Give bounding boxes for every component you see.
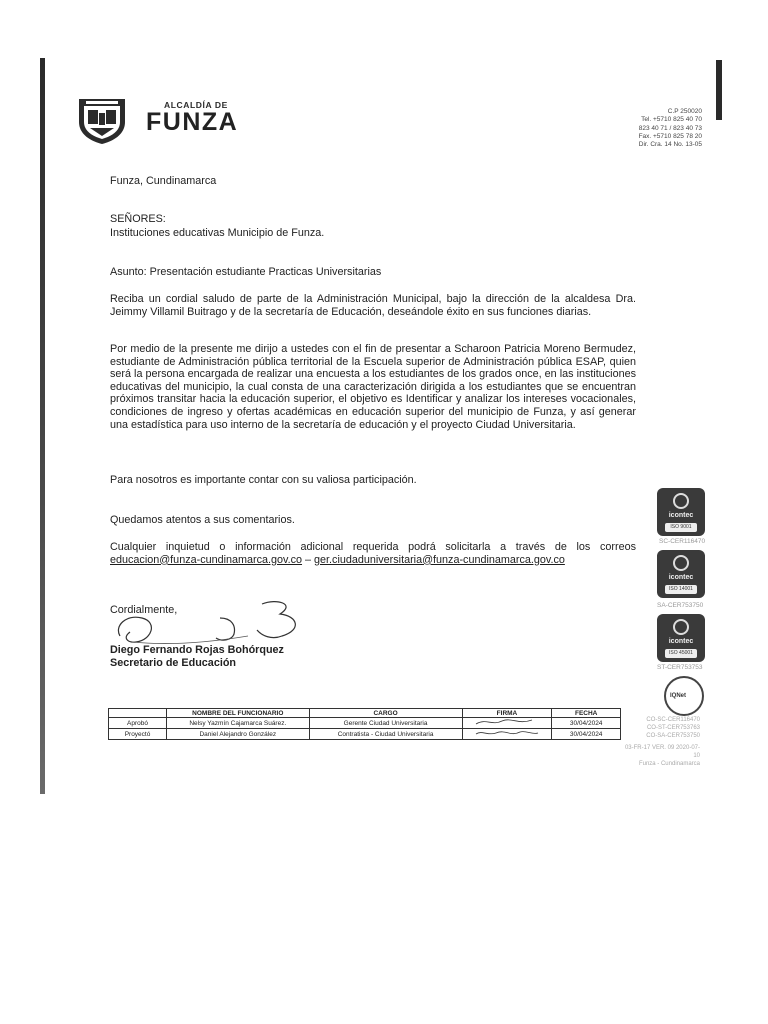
signer-name: Diego Fernando Rojas Bohórquez bbox=[110, 644, 284, 656]
footer-codes bbox=[620, 716, 700, 768]
row-name: Daniel Alejandro González bbox=[167, 729, 310, 740]
paragraph-presentation: Por medio de la presente me dirijo a ustedes con el fin de presentar a Scharoon Patricia Moreno Bermudez, estudiante de Administración pública territorial de la Escuela superior de Administración pública ESAP, quien será la persona encargada de realizar una encuesta a los estudiantes de los grados once, en las instituciones educativas del municipio, la cual consta de una caracterización dirigida a los estudiantes que se encuentran próximos transitar hacia la educación superior, el objetivo es Identificar y analizar los intereses vocacionales, condiciones de ingreso y ofertas académicas en educación superior del municipio de Funza, y así generar una estadística para uso interno de la secretaría de educación y el proyecto Ciudad Universitaria. bbox=[110, 343, 636, 431]
phone-line: Tel. +5710 825 40 70 bbox=[641, 116, 702, 124]
address-line: Dir. Cra. 14 No. 13-05 bbox=[638, 141, 702, 149]
recipient-title: SEÑORES: bbox=[110, 213, 166, 225]
certification-code: SC-CER116470 bbox=[659, 538, 706, 545]
scan-edge-right bbox=[716, 60, 722, 120]
certification-standard: ISO 45001 bbox=[665, 649, 697, 658]
contact-info bbox=[590, 108, 702, 149]
signer-title: Secretario de Educación bbox=[110, 657, 237, 669]
footer-code: Funza - Cundinamarca bbox=[638, 761, 700, 767]
postal-code: C.P 250020 bbox=[667, 108, 702, 115]
table-header-date: FECHA bbox=[552, 709, 621, 718]
row-role: Gerente Ciudad Universitaria bbox=[309, 718, 462, 729]
row-name: Nelsy Yazmín Cajamarca Suárez. bbox=[167, 718, 310, 729]
certification-badge-iso14001 bbox=[657, 550, 705, 598]
scan-edge-left bbox=[40, 58, 45, 794]
fax-line: Fax. +5710 825 78 20 bbox=[638, 132, 702, 140]
email-link-education[interactable]: educacion@funza-cundinamarca.gov.co bbox=[110, 553, 303, 566]
iqnet-seal-icon bbox=[664, 676, 704, 716]
footer-code: CO-SA-CER753750 bbox=[646, 733, 700, 739]
email-separator: – bbox=[305, 553, 312, 566]
certification-brand: icontec bbox=[668, 574, 694, 581]
row-date: 30/04/2024 bbox=[552, 729, 621, 740]
row-signature bbox=[462, 729, 552, 740]
certification-badge-iso45001 bbox=[657, 614, 705, 662]
municipality-logo bbox=[76, 96, 276, 146]
certification-brand: icontec bbox=[668, 638, 694, 645]
email-link-ciudad-universitaria[interactable]: ger.ciudaduniversitaria@funza-cundinamarca.gov.co bbox=[314, 553, 565, 566]
certification-brand: icontec bbox=[668, 512, 694, 519]
paragraph-participation: Para nosotros es importante contar con su valiosa participación. bbox=[110, 474, 417, 486]
row-role: Contratista - Ciudad Universitaria bbox=[309, 729, 462, 740]
coat-of-arms-icon bbox=[76, 96, 128, 146]
recipient: Instituciones educativas Municipio de Funza. bbox=[110, 227, 325, 239]
certification-standard: ISO 9001 bbox=[665, 523, 697, 532]
table-row bbox=[109, 718, 621, 729]
row-date: 30/04/2024 bbox=[552, 718, 621, 729]
closing: Cordialmente, bbox=[110, 604, 178, 616]
certification-badge-iso9001 bbox=[657, 488, 705, 536]
table-header-row bbox=[109, 709, 621, 718]
certification-logo-icon bbox=[673, 555, 689, 571]
phone-line-extra: 823 40 71 / 823 40 73 bbox=[638, 124, 702, 132]
brand-title: FUNZA bbox=[146, 108, 239, 136]
table-header-signature: FIRMA bbox=[462, 709, 552, 718]
author-signature bbox=[472, 729, 542, 737]
iqnet-label: IQNet bbox=[670, 693, 687, 699]
letter-place: Funza, Cundinamarca bbox=[110, 175, 217, 187]
approval-signature bbox=[472, 718, 542, 726]
contact-intro: Cualquier inquietud o información adicional requerida podrá solicitarla a través de los correos bbox=[110, 541, 636, 553]
footer-code: CO-ST-CER753763 bbox=[646, 725, 700, 731]
footer-code: CO-SC-CER116470 bbox=[646, 717, 700, 723]
certification-code: SA-CER753750 bbox=[657, 602, 704, 609]
table-header-role: CARGO bbox=[309, 709, 462, 718]
paragraph-contact bbox=[110, 541, 636, 566]
subject-line: Asunto: Presentación estudiante Practicas Universitarias bbox=[110, 266, 382, 278]
table-header-name: NOMBRE DEL FUNCIONARIO bbox=[167, 709, 310, 718]
approvals-table bbox=[108, 708, 621, 740]
row-action: Proyectó bbox=[109, 729, 167, 740]
certification-logo-icon bbox=[673, 619, 689, 635]
table-row bbox=[109, 729, 621, 740]
certification-logo-icon bbox=[673, 493, 689, 509]
footer-code: 03-FR-17 VER. 09 2020-07-10 bbox=[624, 745, 700, 759]
row-action: Aprobó bbox=[109, 718, 167, 729]
paragraph-comments: Quedamos atentos a sus comentarios. bbox=[110, 514, 295, 526]
certification-standard: ISO 14001 bbox=[665, 585, 697, 594]
brand-subtitle: ALCALDÍA DE bbox=[164, 100, 228, 110]
row-signature bbox=[462, 718, 552, 729]
certification-code: ST-CER753753 bbox=[657, 664, 703, 671]
paragraph-greeting: Reciba un cordial saludo de parte de la Administración Municipal, bajo la dirección de la alcaldesa Dra. Jeimmy Villamil Buitrago y de la secretaría de Educación, deseándole éxito en sus funciones diarias. bbox=[110, 293, 636, 318]
table-header-blank bbox=[109, 709, 167, 718]
